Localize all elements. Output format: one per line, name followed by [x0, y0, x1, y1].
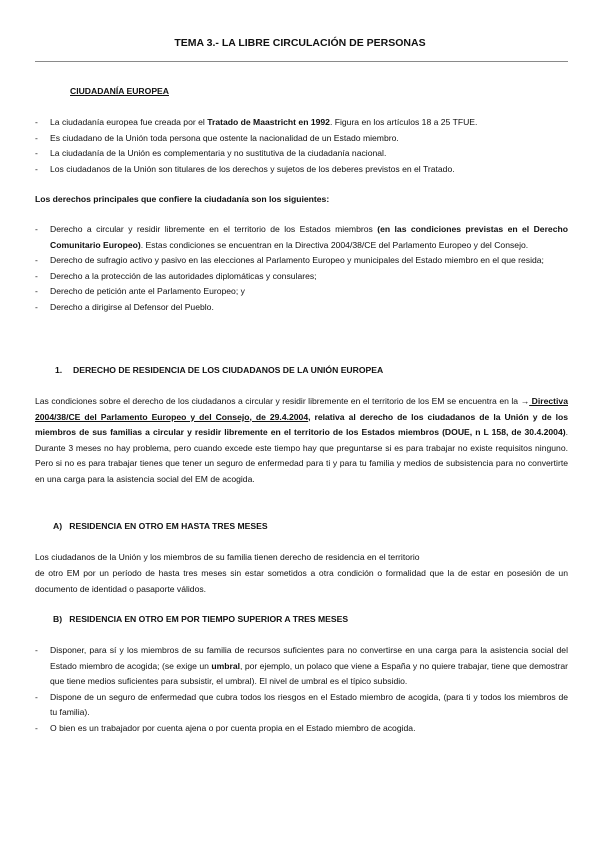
page-title: TEMA 3.- LA LIBRE CIRCULACIÓN DE PERSONAS	[174, 37, 426, 49]
section-1-paragraph: Las condiciones sobre el derecho de los ciudadanos a circular y residir libremente en el territorio de los EM se encuentra en la → Directiva 2004/38/CE del Parlamento Europeo y del Consejo, de 29.4.2004, relativa al derecho de los ciudadanos de la Unión y de los miembros de sus familias a circular y residir libremente en el territorio de los Estados miembros (DOUE, n L 158, de 30.4.2004). Durante 3 meses no hay problema, pero cuando excede este tiempo hay que preguntarse si es para trabajar no existe requisitos ninguno. Pero si no es para trabajar tienes que tener un seguro de enfermedad para ti y para tu familia y medios de subsistencia para no convertirte en una carga para la asistencia social del EM de acogida.	[35, 396, 568, 484]
derechos-heading: Los derechos principales que confiere la ciudadanía son los siguientes:	[35, 194, 330, 204]
list-item: - Derecho a la protección de las autoridades diplomáticas y consulares;	[35, 269, 568, 285]
list-item: - O bien es un trabajador por cuenta ajena o por cuenta propia en el Estado miembro de acogida.	[35, 721, 568, 737]
list-item: - La ciudadanía de la Unión es complementaria y no sustitutiva de la ciudadanía nacional.	[35, 146, 568, 162]
section-number: 1.	[55, 365, 63, 375]
section-a-paragraph: de otro EM por un período de hasta tres meses sin estar sometidos a otra condición o formalidad que la de estar en posesión de un documento de identidad o pasaporte válidos.	[35, 568, 568, 594]
list-item: - Derecho de sufragio activo y pasivo en las elecciones al Parlamento Europeo y municipales del Estado miembro en el que resida;	[35, 253, 568, 269]
list-item: - Es ciudadano de la Unión toda persona que ostente la nacionalidad de un Estado miembro.	[35, 131, 568, 147]
ciudadania-list	[35, 115, 568, 177]
section-a-line-1: Los ciudadanos de la Unión y los miembros de su familia tienen derecho de residencia en el territorio	[35, 552, 420, 562]
arrow-icon: →	[520, 396, 530, 406]
list-item: - Los ciudadanos de la Unión son titulares de los derechos y sujetos de los deberes previstos en el Tratado.	[35, 162, 568, 178]
section-a-heading: A) RESIDENCIA EN OTRO EM HASTA TRES MESES	[53, 521, 268, 531]
section-1-heading: 1. DERECHO DE RESIDENCIA DE LOS CIUDADANOS DE LA UNIÓN EUROPEA	[35, 363, 568, 379]
ciudadania-heading: CIUDADANÍA EUROPEA	[70, 86, 169, 96]
list-item: - La ciudadanía europea fue creada por el Tratado de Maastricht en 1992. Figura en los artículos 18 a 25 TFUE.	[35, 115, 568, 131]
header-divider	[35, 61, 568, 62]
list-item: - Disponer, para sí y los miembros de su familia de recursos suficientes para no convertirse en una carga para la asistencia social del Estado miembro de acogida; (se exige un umbral, por ejemplo, un polaco que viene a España y no quiere trabajar, tiene que demostrar que tiene medios suficientes para subsistir, el umbral). El nivel de umbral es el típico subsidio.	[35, 643, 568, 690]
list-item: - Derecho a circular y residir libremente en el territorio de los Estados miembros (en las condiciones previstas en el Derecho Comunitario Europeo). Estas condiciones se encuentran en la Directiva 2004/38/CE del Parlamento Europeo y del Consejo.	[35, 222, 568, 253]
list-item: - Derecho de petición ante el Parlamento Europeo; y	[35, 284, 568, 300]
list-item: - Derecho a dirigirse al Defensor del Pueblo.	[35, 300, 568, 316]
directive-link[interactable]: Directiva 2004/38/CE del Parlamento Europeo y del Consejo, de 29.4.2004	[35, 396, 568, 422]
derechos-list	[35, 222, 568, 315]
section-b-heading: B) RESIDENCIA EN OTRO EM POR TIEMPO SUPERIOR A TRES MESES	[53, 614, 349, 624]
list-item: - Dispone de un seguro de enfermedad que cubra todos los riesgos en el Estado miembro de acogida, (para ti y todos los miembros de tu familia).	[35, 690, 568, 721]
section-b-list	[35, 643, 568, 736]
